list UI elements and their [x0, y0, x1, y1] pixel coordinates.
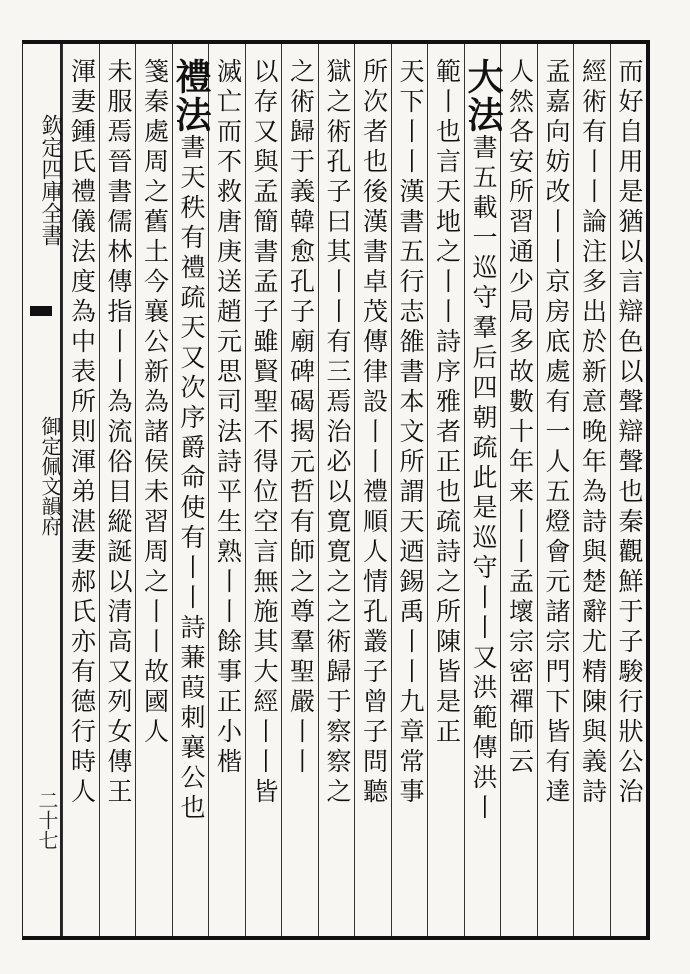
- column-body-text: 書五載一巡守羣后四朝疏此是巡守丨丨又洪範傳洪丨: [469, 134, 498, 824]
- column-body-text: 所次者也後漢書卓茂傳律設丨丨禮順人情孔叢子曾子問聽: [359, 58, 389, 808]
- column-body-text: 而好自用是猶以言辯色以聲辯聲也秦觀鮮于子駿行狀公治: [615, 58, 644, 808]
- text-column: [391, 44, 428, 936]
- column-body-text: 範丨也言天地之丨丨詩序雅者正也疏詩之所陳皆是正: [432, 58, 462, 748]
- column-text: [501, 58, 538, 926]
- column-text: [100, 58, 137, 926]
- entry-heading: 大法: [462, 58, 504, 134]
- column-body-text: 滅亡而不救唐庚送趙元思司法詩平生熟丨丨餘事正小楷: [213, 58, 243, 778]
- text-column: [573, 44, 610, 936]
- text-column: [135, 44, 172, 936]
- column-text: [392, 58, 429, 926]
- column-text: [136, 58, 173, 926]
- column-body-text: 獄之術孔子曰其丨丨有三焉治必以寛寛之之術歸于察察之: [323, 58, 352, 808]
- text-column: [462, 44, 504, 936]
- text-body: [62, 44, 646, 936]
- column-body-text: 渾妻鍾氏禮儀法度為中表所則渾弟湛妻郝氏亦有德行時人: [67, 58, 97, 808]
- column-body-text: 孟嘉向妨改丨丨京房底處有一人五燈會元諸宗門下皆有達: [542, 58, 571, 808]
- column-text: [319, 58, 356, 926]
- text-column: [62, 44, 99, 936]
- column-body-text: 天下丨丨漢書五行志雒書本文所謂天迺錫禹丨丨九章常事: [396, 58, 425, 808]
- column-body-text: 之術歸于義韓愈孔子廟碑碣揭元哲有師之尊羣聖嚴丨丨: [286, 58, 316, 778]
- column-body-text: 經術有丨丨論注多出於新意晚年為詩與楚辭尤精陳與義詩: [578, 58, 608, 808]
- column-text: [538, 58, 575, 926]
- column-text: [611, 58, 648, 926]
- text-column: [245, 44, 282, 936]
- column-body-text: 書天秩有禮疏天又次序爵命使有丨丨詩蒹葭刺襄公也: [177, 134, 206, 824]
- column-text: [355, 58, 392, 926]
- column-text: [170, 58, 212, 926]
- text-column: [610, 44, 647, 936]
- text-column: [170, 44, 212, 936]
- column-text: [63, 58, 100, 926]
- folio-number: 二十七: [35, 790, 59, 850]
- column-body-text: 以存又與孟簡書孟子雖賢聖不得位空言無施其大經丨丨皆: [250, 58, 279, 808]
- text-column: [500, 44, 537, 936]
- text-column: [208, 44, 245, 936]
- book-title: 欽定四庫全書: [38, 114, 63, 246]
- text-column: [318, 44, 355, 936]
- column-text: [209, 58, 246, 926]
- page-margin-band: [22, 44, 62, 936]
- fish-tail-mark: [30, 306, 52, 316]
- column-text: [462, 58, 504, 926]
- column-body-text: 未服焉晉書儒林傳指丨丨為流俗目縱誕以清高又列女傳王: [104, 58, 133, 808]
- text-column: [427, 44, 464, 936]
- text-column: [537, 44, 574, 936]
- entry-heading: 禮法: [170, 58, 212, 134]
- column-body-text: 箋秦處周之舊土今襄公新為諸侯未習周之丨丨故國人: [140, 58, 170, 748]
- work-title: 御定佩文韻府: [38, 416, 62, 536]
- text-column: [99, 44, 136, 936]
- text-column: [354, 44, 391, 936]
- column-body-text: 人然各安所習通少局多故數十年来丨丨孟壞宗密禪師云: [505, 58, 535, 778]
- text-column: [281, 44, 318, 936]
- column-text: [428, 58, 465, 926]
- column-text: [246, 58, 283, 926]
- column-text: [574, 58, 611, 926]
- column-text: [282, 58, 319, 926]
